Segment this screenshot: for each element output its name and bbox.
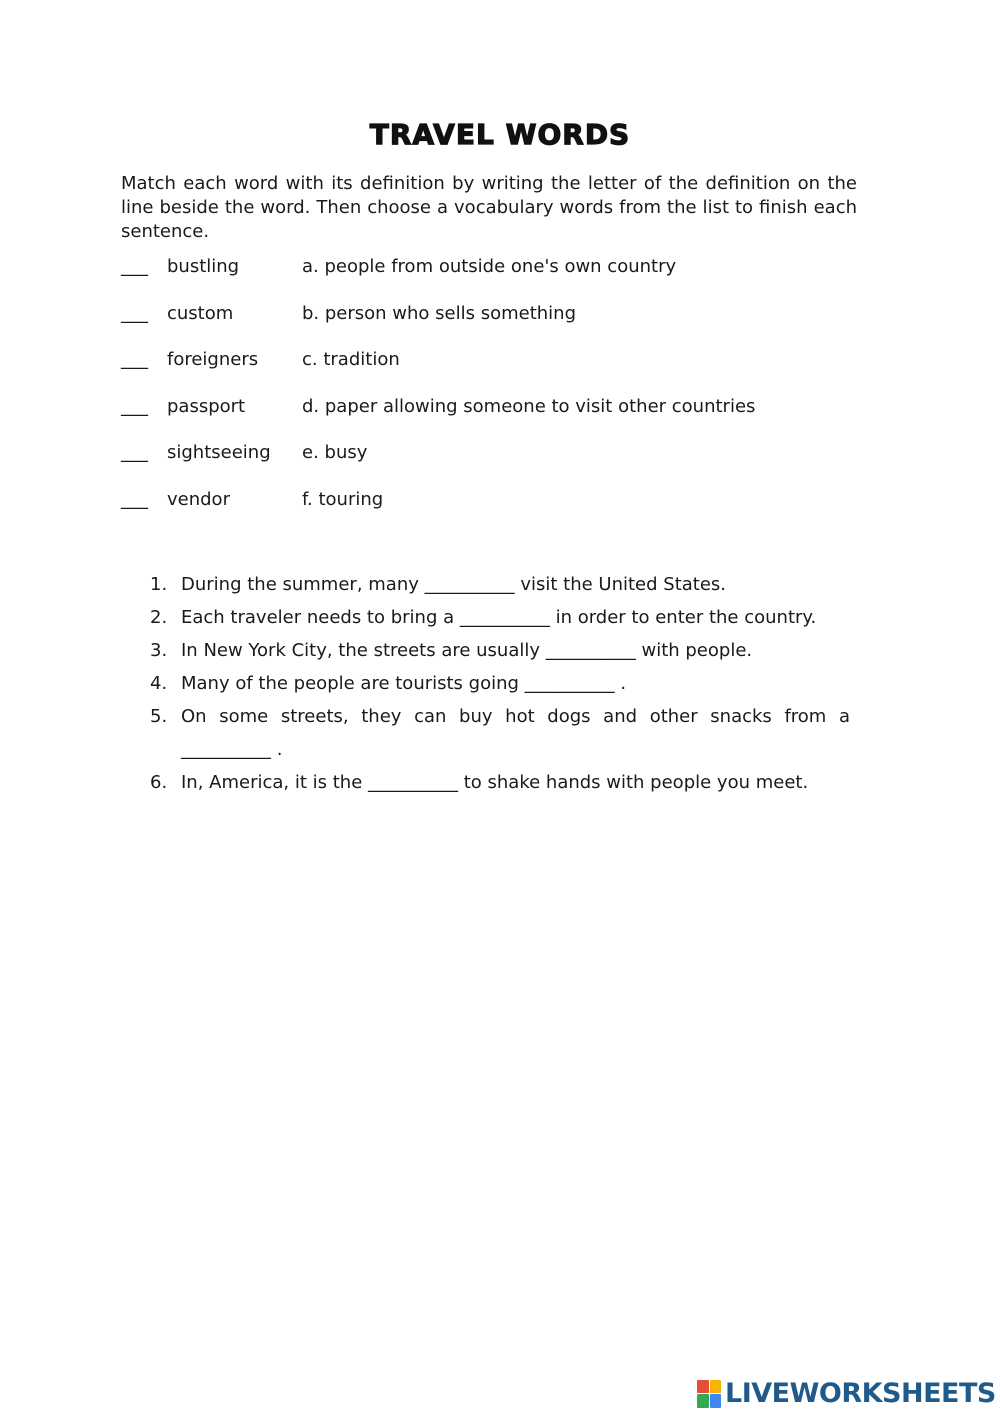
vocab-word: foreigners [167, 349, 259, 371]
logo-text: LIVEWORKSHEETS [725, 1378, 996, 1409]
sentence-list [150, 568, 850, 799]
sentence-text[interactable]: In New York City, the streets are usually __________ with people. [181, 640, 753, 661]
vocab-word: custom [167, 302, 234, 324]
vocab-word: sightseeing [167, 442, 271, 464]
match-row [121, 440, 881, 487]
definition: b. person who sells something [302, 302, 577, 324]
vocab-word: bustling [167, 256, 240, 277]
definition: c. tradition [302, 349, 400, 371]
logo-square-yellow [710, 1380, 722, 1394]
answer-blank[interactable]: ___ [121, 349, 148, 371]
sentence-number: 6. [150, 772, 168, 793]
sentence-item [150, 634, 850, 667]
sentence-item [150, 700, 850, 766]
match-row [121, 487, 881, 534]
sentence-text[interactable]: Many of the people are tourists going __________ . [181, 673, 627, 694]
worksheet-title: TRAVEL WORDS [369, 118, 631, 151]
match-row [121, 347, 881, 394]
match-row [121, 394, 881, 441]
liveworksheets-logo[interactable] [697, 1378, 996, 1409]
sentence-text[interactable]: On some streets, they can buy hot dogs and other snacks from a __________ . [181, 706, 850, 760]
sentence-number: 2. [150, 607, 168, 628]
sentence-number: 5. [150, 706, 168, 727]
definition: f. touring [302, 488, 384, 510]
logo-square-green [697, 1394, 709, 1408]
sentence-item [150, 568, 850, 601]
vocab-word: vendor [167, 488, 230, 510]
match-row [121, 301, 881, 348]
matching-list [121, 254, 881, 534]
definition: d. paper allowing someone to visit other countries [302, 395, 756, 417]
answer-blank[interactable]: ___ [121, 395, 148, 417]
answer-blank[interactable]: ___ [121, 302, 148, 324]
logo-square-blue [710, 1394, 722, 1408]
sentence-number: 3. [150, 640, 168, 661]
instructions-text: Match each word with its definition by writing the letter of the definition on the line beside the word. Then choose a vocabulary words from the list to finish each sentence. [121, 173, 857, 242]
sentence-item [150, 601, 850, 634]
sentence-item [150, 667, 850, 700]
match-row [121, 254, 881, 301]
logo-square-red [697, 1380, 709, 1394]
sentence-number: 1. [150, 574, 168, 595]
sentence-item [150, 766, 850, 799]
sentence-number: 4. [150, 673, 168, 694]
definition: a. people from outside one's own country [302, 256, 677, 277]
answer-blank[interactable]: ___ [121, 256, 148, 277]
logo-squares-icon [697, 1380, 721, 1408]
sentence-text[interactable]: During the summer, many __________ visit the United States. [181, 574, 727, 595]
sentence-text[interactable]: In, America, it is the __________ to shake hands with people you meet. [181, 772, 809, 793]
definition: e. busy [302, 442, 368, 464]
sentence-text[interactable]: Each traveler needs to bring a __________ in order to enter the country. [181, 607, 817, 628]
answer-blank[interactable]: ___ [121, 442, 148, 464]
answer-blank[interactable]: ___ [121, 488, 148, 510]
vocab-word: passport [167, 395, 246, 417]
